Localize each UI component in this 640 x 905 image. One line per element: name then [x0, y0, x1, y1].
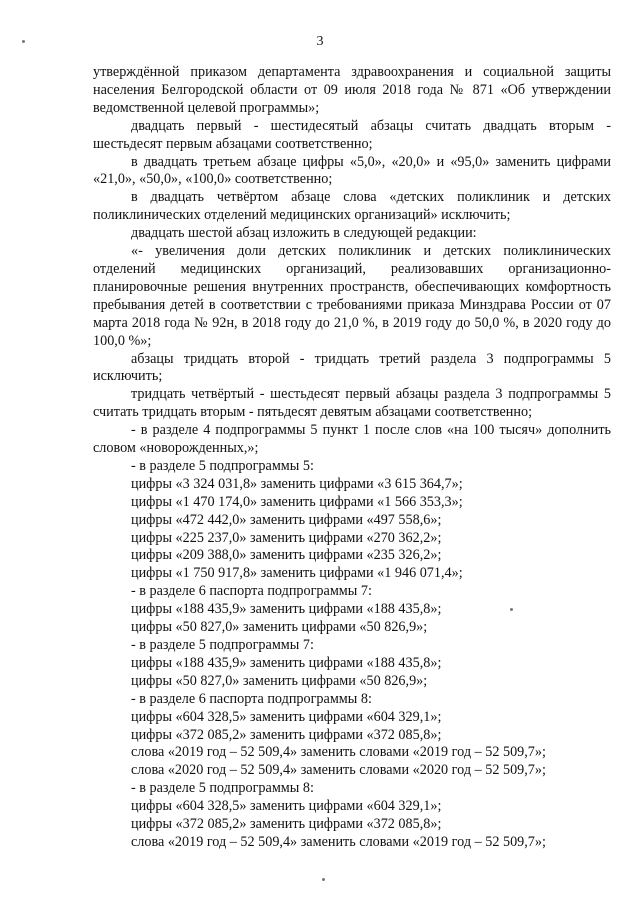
document-body	[93, 64, 611, 852]
paragraph: цифры «604 328,5» заменить цифрами «604 329,1»;	[131, 798, 442, 815]
paragraph: цифры «188 435,9» заменить цифрами «188 435,8»;	[131, 601, 442, 618]
paragraph: цифры «472 442,0» заменить цифрами «497 558,6»;	[131, 511, 442, 528]
paragraph: цифры «225 237,0» заменить цифрами «270 362,2»;	[131, 529, 442, 546]
paragraph: слова «2020 год – 52 509,4» заменить словами «2020 год – 52 509,7»;	[131, 762, 546, 779]
paragraph: тридцать четвёртый - шестьдесят первый абзацы раздела 3 подпрограммы 5 считать тридцать вторым - пятьдесят девятым абзацами соответственно;	[93, 386, 611, 421]
paragraph: цифры «372 085,2» заменить цифрами «372 085,8»;	[131, 816, 442, 833]
paragraph: «- увеличения доли детских поликлиник и детских поликлинических отделений медицинских организаций, реализовавших организационно-планировочные решения внутренних пространств, обеспечивающих комфортность пребывания детей в соответствии с требованиями приказа Минздрава России от 07 марта 2018 года № 92н, в 2018 году до 21,0 %, в 2019 году до 50,0 %, в 2020 году до 100,0 %»;	[93, 243, 611, 349]
paragraph: - в разделе 6 паспорта подпрограммы 7:	[131, 583, 372, 600]
paragraph: в двадцать четвёртом абзаце слова «детских поликлиник и детских поликлинических отделений медицинских организаций» исключить;	[93, 189, 611, 224]
paragraph: цифры «372 085,2» заменить цифрами «372 085,8»;	[131, 726, 442, 743]
paragraph: двадцать шестой абзац изложить в следующей редакции:	[131, 225, 477, 242]
paragraph: цифры «1 750 917,8» заменить цифрами «1 946 071,4»;	[131, 565, 463, 582]
paragraph: - в разделе 6 паспорта подпрограммы 8:	[131, 690, 372, 707]
paragraph: цифры «50 827,0» заменить цифрами «50 826,9»;	[131, 619, 428, 636]
paragraph: абзацы тридцать второй - тридцать третий раздела 3 подпрограммы 5 исключить;	[93, 350, 611, 385]
scan-speck	[510, 608, 513, 611]
scan-speck	[22, 40, 25, 43]
paragraph: слова «2019 год – 52 509,4» заменить словами «2019 год – 52 509,7»;	[131, 744, 546, 761]
scan-speck	[322, 878, 325, 881]
paragraph: цифры «50 827,0» заменить цифрами «50 826,9»;	[131, 672, 428, 689]
paragraph: цифры «209 388,0» заменить цифрами «235 326,2»;	[131, 547, 442, 564]
paragraph: цифры «1 470 174,0» заменить цифрами «1 566 353,3»;	[131, 493, 463, 510]
paragraph: цифры «604 328,5» заменить цифрами «604 329,1»;	[131, 708, 442, 725]
paragraph: цифры «3 324 031,8» заменить цифрами «3 615 364,7»;	[131, 475, 463, 492]
paragraph: в двадцать третьем абзаце цифры «5,0», «20,0» и «95,0» заменить цифрами «21,0», «50,0», «100,0» соответственно;	[93, 153, 611, 188]
paragraph: - в разделе 5 подпрограммы 8:	[131, 780, 314, 797]
page-number: 3	[316, 34, 324, 49]
paragraph: - в разделе 4 подпрограммы 5 пункт 1 после слов «на 100 тысяч» дополнить словом «новорожденных,»;	[93, 422, 611, 457]
paragraph: - в разделе 5 подпрограммы 7:	[131, 637, 314, 653]
paragraph: утверждённой приказом департамента здравоохранения и социальной защиты населения Белгородской области от 09 июля 2018 года № 871 «Об утверждении ведомственной целевой программы»;	[93, 64, 611, 116]
paragraph: слова «2019 год – 52 509,4» заменить словами «2019 год – 52 509,7»;	[131, 833, 546, 850]
paragraph: цифры «188 435,9» заменить цифрами «188 435,8»;	[131, 654, 442, 671]
paragraph: - в разделе 5 подпрограммы 5:	[131, 457, 314, 474]
paragraph: двадцать первый - шестидесятый абзацы считать двадцать вторым - шестьдесят первым абзацами соответственно;	[93, 117, 611, 152]
